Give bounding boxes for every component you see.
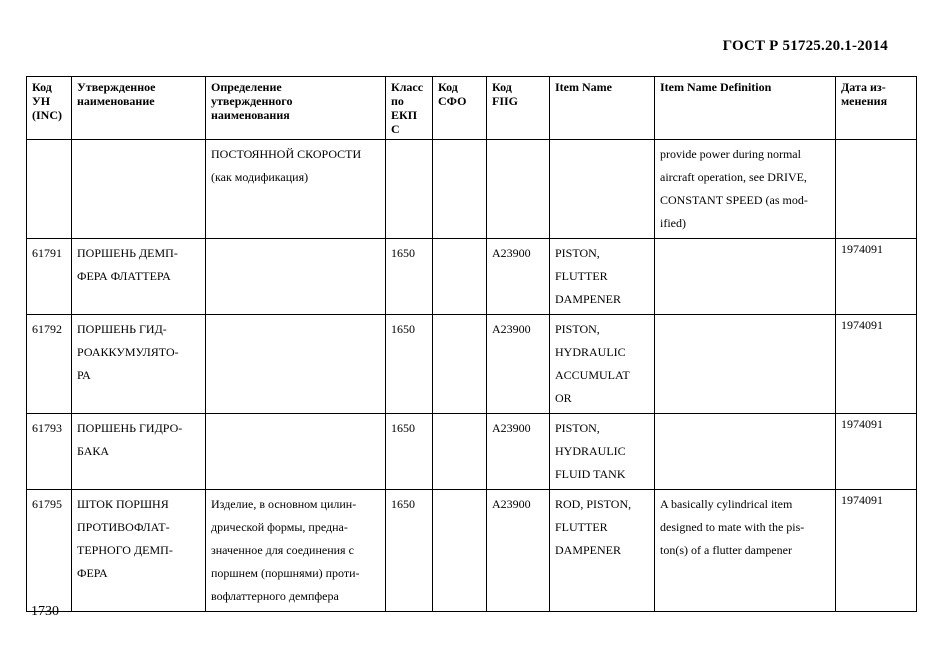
item-name-definition-cell [655,315,836,414]
table-header-row [27,77,917,140]
inc-cell: 61793 [27,414,72,490]
fiig-code-cell: A23900 [487,315,550,414]
table-row [27,140,917,239]
sfo-code-cell [433,315,487,414]
inc-cell: 61795 [27,490,72,612]
approved-definition-cell: Изделие, в основном цилин- дрической формы, предна- значенное для соединения с поршнем (поршнями) проти- вофлаттерного демпфера [206,490,386,612]
table-body [27,140,917,612]
header-ekps-class: Класс по ЕКП С [386,77,433,140]
header-item-name: Item Name [550,77,655,140]
inc-cell [27,140,72,239]
item-name-cell [550,140,655,239]
header-fiig-code: Код FIIG [487,77,550,140]
sfo-code-cell [433,490,487,612]
approved-name-cell: ПОРШЕНЬ ГИДРО- БАКА [72,414,206,490]
item-name-definition-cell: A basically cylindrical item designed to mate with the pis- ton(s) of a flutter dampener [655,490,836,612]
fiig-code-cell: A23900 [487,414,550,490]
page-number: 1730 [31,604,59,619]
approved-definition-cell [206,239,386,315]
item-name-definition-cell [655,239,836,315]
inc-cell: 61791 [27,239,72,315]
ekps-class-cell [386,140,433,239]
sfo-code-cell [433,414,487,490]
sfo-code-cell [433,140,487,239]
document-code: ГОСТ Р 51725.20.1-2014 [722,38,888,54]
approved-name-cell: ШТОК ПОРШНЯ ПРОТИВОФЛАТ- ТЕРНОГО ДЕМП- ФЕРА [72,490,206,612]
ekps-class-cell: 1650 [386,239,433,315]
change-date-cell [836,140,917,239]
change-date-cell: 1974091 [836,414,917,490]
approved-name-cell: ПОРШЕНЬ ГИД- РОАККУМУЛЯТО- РА [72,315,206,414]
item-name-definition-cell: provide power during normal aircraft operation, see DRIVE, CONSTANT SPEED (as mod- ified) [655,140,836,239]
approved-name-cell [72,140,206,239]
ekps-class-cell: 1650 [386,315,433,414]
fiig-code-cell: A23900 [487,490,550,612]
header-inc: Код УН (INC) [27,77,72,140]
fiig-code-cell: A23900 [487,239,550,315]
item-name-cell: PISTON, FLUTTER DAMPENER [550,239,655,315]
approved-definition-cell [206,315,386,414]
sfo-code-cell [433,239,487,315]
header-sfo-code: Код СФО [433,77,487,140]
table-row [27,315,917,414]
approved-name-cell: ПОРШЕНЬ ДЕМП- ФЕРА ФЛАТТЕРА [72,239,206,315]
ekps-class-cell: 1650 [386,490,433,612]
fiig-code-cell [487,140,550,239]
item-name-definition-cell [655,414,836,490]
change-date-cell: 1974091 [836,490,917,612]
approved-definition-cell [206,414,386,490]
item-name-cell: PISTON, HYDRAULIC ACCUMULAT OR [550,315,655,414]
table-row [27,239,917,315]
header-change-date: Дата из- менения [836,77,917,140]
ekps-class-cell: 1650 [386,414,433,490]
header-item-name-definition: Item Name Definition [655,77,836,140]
table-row [27,490,917,612]
item-name-cell: ROD, PISTON, FLUTTER DAMPENER [550,490,655,612]
inc-cell: 61792 [27,315,72,414]
change-date-cell: 1974091 [836,239,917,315]
header-approved-definition: Определение утвержденного наименования [206,77,386,140]
nomenclature-table [26,76,917,612]
item-name-cell: PISTON, HYDRAULIC FLUID TANK [550,414,655,490]
change-date-cell: 1974091 [836,315,917,414]
header-approved-name: Утвержденное наименование [72,77,206,140]
approved-definition-cell: ПОСТОЯННОЙ СКОРОСТИ (как модификация) [206,140,386,239]
table-row [27,414,917,490]
